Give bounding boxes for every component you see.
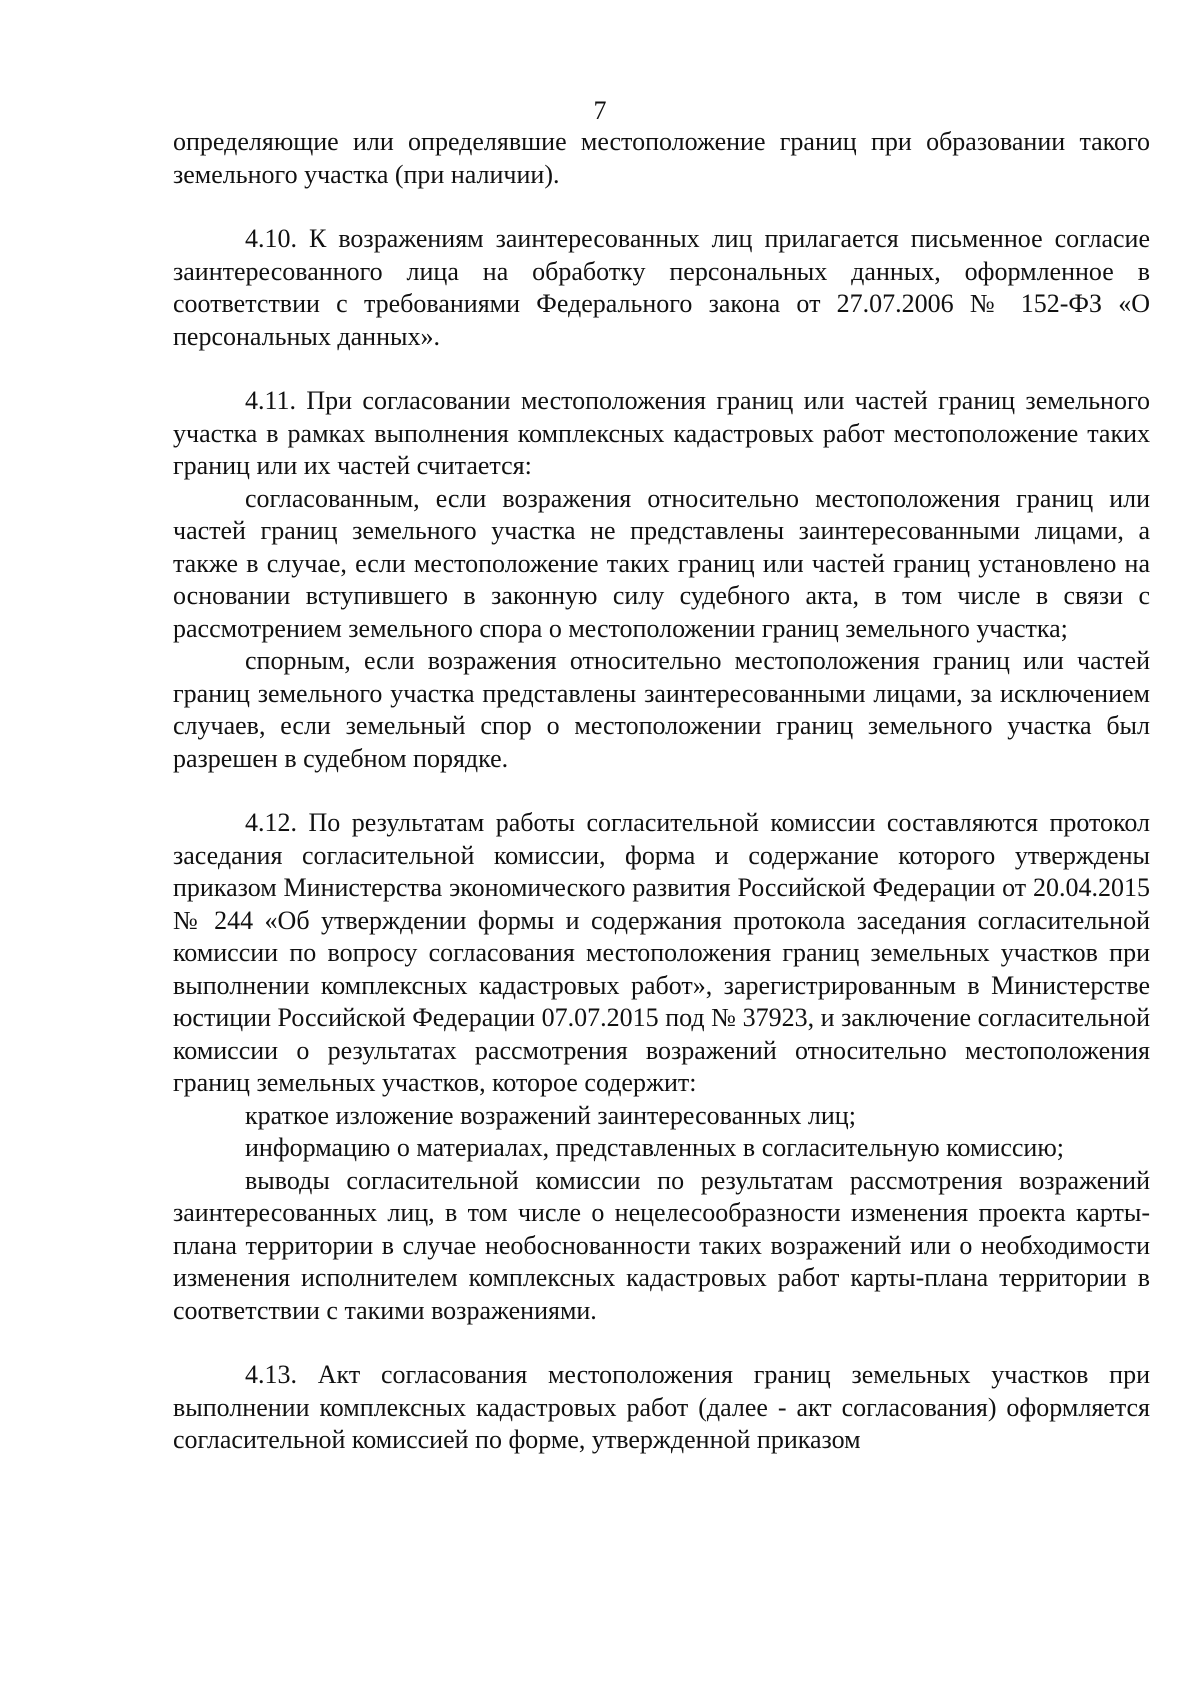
list-item-summary: краткое изложение возражений заинтересованных лиц;: [245, 1100, 856, 1130]
paragraph-4-12: 4.12. По результатам работы согласительной комиссии составляются протокол заседания согласительной комиссии, форма и содержание которого утверждены приказом Министерства экономического развития Российской Федерации от 20.04.2015 № 244 «Об утверждении формы и содержания протокола заседания согласительной комиссии по вопросу согласования местоположения границ земельных участков при выполнении комплексных кадастровых работ», зарегистрированным в Министерстве юстиции Российской Федерации 07.07.2015 под № 37923, и заключение согласительной комиссии о результатах рассмотрения возражений относительно местоположения границ земельных участков, которое содержит:: [173, 808, 1150, 1097]
page-number: 7: [593, 96, 607, 125]
paragraph-4-11: 4.11. При согласовании местоположения границ или частей границ земельного участка в рамках выполнения комплексных кадастровых работ местоположение таких границ или их частей считается:: [173, 386, 1150, 480]
paragraph-4-10: 4.10. К возражениям заинтересованных лиц прилагается письменное согласие заинтересованного лица на обработку персональных данных, оформленное в соответствии с требованиями Федерального закона от 27.07.2006 № 152-ФЗ «О персональных данных».: [173, 224, 1150, 351]
list-item-materials: информацию о материалах, представленных в согласительную комиссию;: [245, 1133, 1064, 1162]
list-item-conclusions: выводы согласительной комиссии по результатам рассмотрения возражений заинтересованных лиц, в том числе о нецелесообразности изменения проекта карты-плана территории в случае необоснованности таких возражений или о необходимости изменения исполнителем комплексных кадастровых работ карты-плана территории в соответствии с такими возражениями.: [173, 1165, 1150, 1325]
paragraph-agreed: согласованным, если возражения относительно местоположения границ или частей границ земельного участка не представлены заинтересованными лицами, а также в случае, если местоположение таких границ или частей границ установлено на основании вступившего в законную силу судебного акта, в том числе в связи с рассмотрением земельного спора о местоположении границ земельного участка;: [173, 483, 1150, 643]
document-body: [173, 126, 1150, 1457]
paragraph-continuation: определяющие или определявшие местоположение границ при образовании такого земельного участка (при наличии).: [173, 127, 1150, 189]
paragraph-disputed: спорным, если возражения относительно местоположения границ или частей границ земельного участка представлены заинтересованными лицами, за исключением случаев, если земельный спор о местоположении границ земельного участка был разрешен в судебном порядке.: [173, 646, 1150, 773]
paragraph-4-13: 4.13. Акт согласования местоположения границ земельных участков при выполнении комплексных кадастровых работ (далее - акт согласования) оформляется согласительной комиссией по форме, утвержденной приказом: [173, 1360, 1150, 1454]
